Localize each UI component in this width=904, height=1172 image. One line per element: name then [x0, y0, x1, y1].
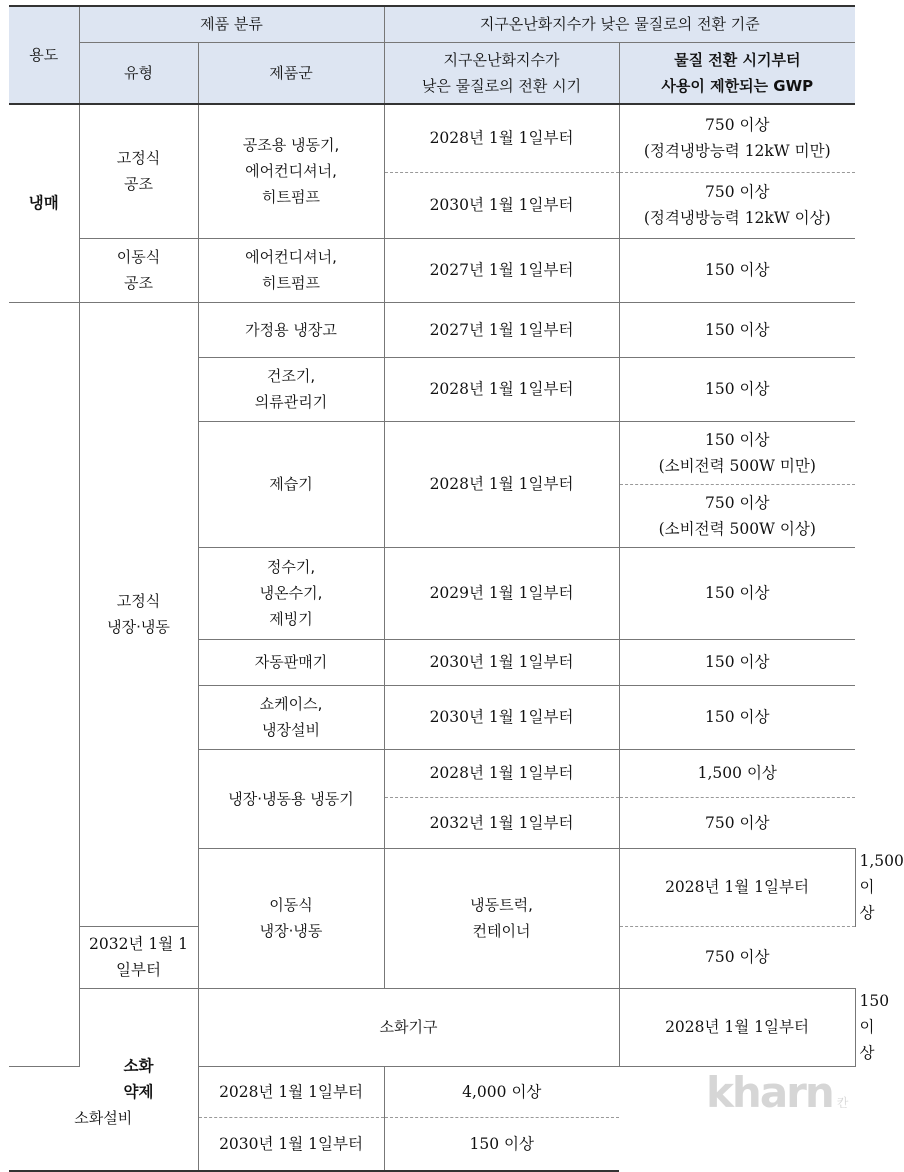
- gwp-transition-table: [9, 5, 904, 1172]
- table-row: 이동식 냉장·냉동 냉동트럭, 컨테이너 2028년 1월 1일부터 1,500 이상: [9, 848, 855, 926]
- group-vending: 자동판매기: [198, 639, 384, 685]
- header-row-2: [9, 42, 855, 104]
- group-line: 건조기,: [266, 367, 316, 385]
- header-type: 유형: [79, 42, 198, 104]
- gwp-cell: 150 이상: [619, 639, 855, 685]
- watermark-logo: [706, 1068, 848, 1117]
- group-dehumidifier: 제습기: [198, 421, 384, 547]
- use-refrigerant: 냉매: [9, 104, 79, 302]
- group-mobile-ac: [198, 238, 384, 302]
- gwp-cell: 150 이상: [619, 238, 855, 302]
- timing-cell: 2030년 1월 1일부터: [198, 1118, 384, 1171]
- gwp-line: (소비전력 500W 이상): [658, 519, 816, 538]
- type-line: 이동식: [269, 896, 313, 914]
- use-refrigerant-cont: [9, 302, 79, 1067]
- table-row: 소화 약제 소화기구 2028년 1월 1일부터 150 이상: [9, 988, 855, 1067]
- timing-cell: 2027년 1월 1일부터: [384, 238, 619, 302]
- gwp-line: 750 이상: [705, 183, 770, 201]
- gwp-line: 150 이상: [705, 430, 770, 449]
- group-line: 냉동트럭,: [470, 896, 533, 914]
- type-line: 냉장·냉동: [259, 922, 323, 940]
- group-line: 제빙기: [269, 610, 313, 628]
- timing-cell: 2029년 1월 1일부터: [384, 547, 619, 639]
- gwp-line: 750 이상: [705, 493, 770, 512]
- header-use: 용도: [9, 6, 79, 104]
- use-line: 약제: [123, 1083, 154, 1101]
- gwp-cell: 4,000 이상: [462, 1083, 542, 1101]
- gwp-cell: [619, 484, 855, 547]
- header-row-1: [9, 6, 855, 42]
- group-line: 의류관리기: [254, 393, 328, 411]
- header-group: 제품군: [198, 42, 384, 104]
- group-dryer: [198, 357, 384, 421]
- group-showcase: [198, 685, 384, 749]
- gwp-cell: 150 이상: [619, 357, 855, 421]
- group-refrig-freezer: 냉장·냉동용 냉동기: [198, 749, 384, 848]
- header-timing-line2: 낮은 물질로의 전환 시기: [421, 76, 582, 95]
- group-water: [198, 547, 384, 639]
- gwp-line: (소비전력 500W 미만): [658, 456, 816, 475]
- gwp-line: (정격냉방능력 12kW 미만): [643, 142, 831, 161]
- type-line: 고정식: [116, 592, 161, 610]
- gwp-cell: 1,500 이상: [697, 764, 777, 782]
- header-gwp-line2: 사용이 제한되는 GWP: [661, 76, 814, 95]
- gwp-line: (정격냉방능력 12kW 이상): [643, 209, 831, 227]
- group-line: 냉장설비: [262, 721, 320, 739]
- gwp-line: 750 이상: [705, 116, 770, 135]
- type-line: 공조: [124, 274, 153, 292]
- gwp-cell: 150 이상: [619, 547, 855, 639]
- table-row: [9, 238, 855, 302]
- gwp-cell: 150 이상: [619, 685, 855, 749]
- gwp-cell: 750 이상: [619, 797, 855, 848]
- group-line: 에어컨디셔너,: [245, 248, 337, 266]
- timing-cell: 2028년 1월 1일부터: [384, 357, 619, 421]
- group-line: 히트펌프: [262, 188, 320, 207]
- timing-cell: 2030년 1월 1일부터: [384, 639, 619, 685]
- gwp-cell: 150 이상: [384, 1118, 619, 1171]
- header-timing: [384, 42, 619, 104]
- timing-cell: 2028년 1월 1일부터: [384, 104, 619, 172]
- watermark-sub: 칸: [836, 1096, 849, 1110]
- timing-cell: 2028년 1월 1일부터: [384, 749, 619, 797]
- group-line: 냉온수기,: [259, 584, 323, 602]
- use-line: 소화: [123, 1057, 154, 1075]
- table-row: [9, 302, 855, 357]
- header-gwp: [619, 42, 855, 104]
- gwp-cell: [619, 172, 855, 238]
- type-line: 고정식: [116, 149, 161, 168]
- gwp-cell: [619, 104, 855, 172]
- type-mobile-ref: [198, 848, 384, 988]
- timing-cell: 2028년 1월 1일부터: [384, 421, 619, 547]
- group-line: 에어컨디셔너,: [245, 162, 337, 181]
- gwp-cell: 150 이상: [619, 302, 855, 357]
- table-row: [9, 104, 855, 172]
- timing-cell: 2028년 1월 1일부터: [198, 1067, 384, 1118]
- type-fixed-ac: [79, 104, 198, 238]
- gwp-cell: [619, 421, 855, 484]
- header-criteria: 지구온난화지수가 낮은 물질로의 전환 기준: [384, 6, 855, 42]
- type-fixed-ref: [79, 302, 198, 926]
- group-line: 공조용 냉동기,: [242, 136, 340, 155]
- timing-cell: 2028년 1월 1일부터: [619, 848, 855, 926]
- group-line: 히트펌프: [262, 274, 320, 292]
- header-timing-line1: 지구온난화지수가: [443, 50, 560, 69]
- group-truck: [384, 848, 619, 988]
- group-fire-facility: 소화설비: [9, 1067, 198, 1171]
- timing-cell: 2028년 1월 1일부터: [619, 988, 855, 1067]
- timing-cell: 2032년 1월 1일부터: [79, 926, 198, 988]
- timing-cell: 2032년 1월 1일부터: [384, 797, 619, 848]
- timing-cell: 2027년 1월 1일부터: [384, 302, 619, 357]
- header-product-class: 제품 분류: [79, 6, 384, 42]
- header-gwp-line1: 물질 전환 시기부터: [674, 50, 801, 69]
- group-fridge: 가정용 냉장고: [198, 302, 384, 357]
- type-line: 공조: [124, 175, 153, 194]
- type-mobile-ac: [79, 238, 198, 302]
- group-line: 컨테이너: [472, 922, 531, 940]
- gwp-cell: 750 이상: [619, 926, 855, 988]
- group-extinguisher: 소화기구: [198, 988, 619, 1067]
- timing-cell: 2030년 1월 1일부터: [384, 172, 619, 238]
- group-line: 쇼케이스,: [259, 695, 323, 713]
- timing-cell: 2030년 1월 1일부터: [384, 685, 619, 749]
- group-ac: [198, 104, 384, 238]
- watermark-text: kharn: [706, 1068, 833, 1117]
- type-line: 이동식: [116, 248, 161, 266]
- group-line: 정수기,: [266, 558, 316, 576]
- type-line: 냉장·냉동: [107, 618, 170, 636]
